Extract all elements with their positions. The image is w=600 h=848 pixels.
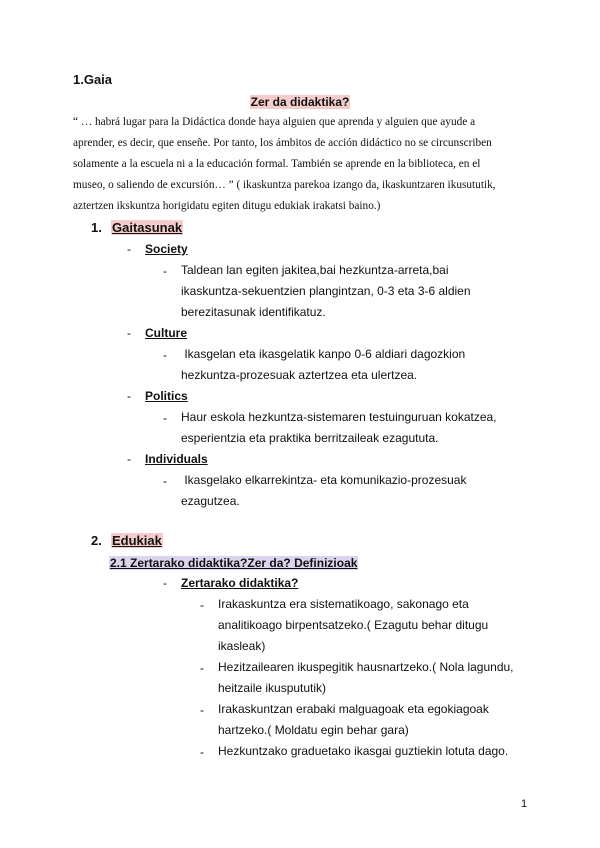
doc-title: Zer da didaktika? xyxy=(250,95,350,109)
section-heading-gaitasunak: 1. Gaitasunak xyxy=(91,220,183,235)
text-line: Haur eskola hezkuntza-sistemaren testuinguruan kokatzea, xyxy=(181,410,497,424)
dash-marker: - xyxy=(163,264,167,278)
page-number: 1 xyxy=(521,798,528,810)
culture-text xyxy=(181,344,511,386)
dash-marker: - xyxy=(163,474,167,488)
dash-marker: - xyxy=(163,348,167,362)
quote-line: museo, o saliendo de excursión… ” ( ikaskuntza parekoa izango da, ikaskuntzaren ikusututik, xyxy=(73,179,496,191)
bullet-text xyxy=(218,699,538,741)
text-line: heitzaile ikuspututik) xyxy=(218,681,327,695)
text-line: Irakaskuntzan erabaki malguagoak eta egokiagoak xyxy=(218,702,489,716)
category-individuals: Individuals xyxy=(145,452,208,466)
category-politics: Politics xyxy=(145,389,188,403)
dash-marker: - xyxy=(127,326,131,340)
quote-line: aztertzen ikskuntza horigidatu egiten ditugu edukiak irakatsi baino.) xyxy=(73,200,381,212)
category-society: Society xyxy=(145,242,188,256)
dash-marker: - xyxy=(163,576,167,590)
dash-marker: - xyxy=(200,598,204,612)
text-line: analitikoago birpentsatzeko.( Ezagutu behar ditugu xyxy=(218,618,489,632)
text-line: Ikasgelan eta ikasgelatik kanpo 0-6 aldiari dagozkion xyxy=(181,347,466,361)
quote-paragraph xyxy=(73,112,496,217)
quote-line: solamente a la escuela ni a la educación formal. También se aprende en la biblioteca, en el xyxy=(73,158,481,170)
text-line: hezkuntza-prozesuak aztertzea eta ulertzea. xyxy=(181,368,418,382)
dash-marker: - xyxy=(127,242,131,256)
category-culture: Culture xyxy=(145,326,187,340)
dash-marker: - xyxy=(200,745,204,759)
item-zertarako-didaktika: Zertarako didaktika? xyxy=(181,576,299,590)
bullet-text xyxy=(218,741,538,762)
quote-line: “ … habrá lugar para la Didáctica donde haya alguien que aprenda y alguien que ayude a xyxy=(73,116,476,128)
text-line: Ikasgelako elkarrekintza- eta komunikazio-prozesuak xyxy=(181,473,467,487)
dash-marker: - xyxy=(200,703,204,717)
section-heading-edukiak: 2. Edukiak xyxy=(91,533,162,548)
dash-marker: - xyxy=(127,452,131,466)
text-line: hartzeko.( Moldatu egin behar gara) xyxy=(218,723,409,737)
text-line: berezitasunak identifikatuz. xyxy=(181,305,326,319)
dash-marker: - xyxy=(127,389,131,403)
bullet-text xyxy=(218,594,538,657)
subsection-heading: 2.1 Zertarako didaktika?Zer da? Definizioak xyxy=(110,556,358,570)
text-line: Hezkuntzako graduetako ikasgai guztiekin lotuta dago. xyxy=(218,744,509,758)
text-line: Taldean lan egiten jakitea,bai hezkuntza-arreta,bai xyxy=(181,263,449,277)
text-line: Irakaskuntza era sistematikoago, sakonago eta xyxy=(218,597,469,611)
text-line: ikaskuntza-sekuentzien plangintzan, 0-3 eta 3-6 aldien xyxy=(181,284,471,298)
society-text xyxy=(181,260,511,323)
dash-marker: - xyxy=(163,411,167,425)
text-line: ikasleak) xyxy=(218,639,266,653)
individuals-text xyxy=(181,470,511,512)
bullet-text xyxy=(218,657,538,699)
quote-line: aprender, es decir, que enseñe. Por tanto, los ámbitos de acción didáctico no se circunscriben xyxy=(73,137,492,149)
text-line: Hezitzailearen ikuspegitik hausnartzeko.( Nola lagundu, xyxy=(218,660,514,674)
politics-text xyxy=(181,407,521,449)
text-line: ezagutzea. xyxy=(181,494,240,508)
doc-heading: 1.Gaia xyxy=(73,72,113,87)
text-line: esperientzia eta praktika berritzaileak ezagututa. xyxy=(181,431,439,445)
dash-marker: - xyxy=(200,661,204,675)
